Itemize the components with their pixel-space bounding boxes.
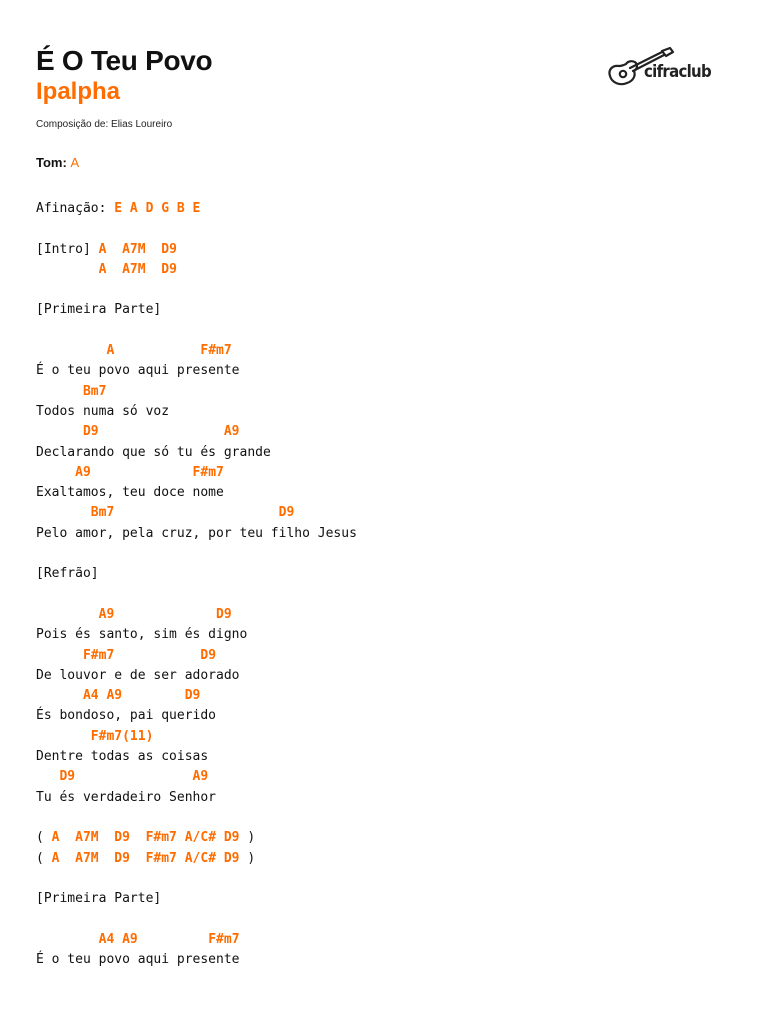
lyric-text: Dentre todas as coisas bbox=[36, 749, 209, 765]
chord[interactable]: A9 bbox=[192, 769, 209, 785]
lyric-text: É o teu povo aqui presente bbox=[36, 363, 240, 379]
lyric-text: [Refrão] bbox=[36, 566, 99, 582]
sheet-line bbox=[36, 564, 758, 584]
lyric-text: Declarando que só tu és grande bbox=[36, 444, 271, 460]
chord[interactable]: Bm7 bbox=[82, 383, 107, 399]
sheet-line bbox=[36, 463, 758, 483]
lyric-text bbox=[91, 465, 193, 480]
lyric-text: Pelo amor, pela cruz, por teu filho Jesus bbox=[36, 525, 357, 541]
sheet-line bbox=[36, 199, 758, 219]
blank-line bbox=[36, 869, 758, 889]
sheet-line bbox=[36, 666, 758, 686]
lyric-text: ( bbox=[36, 830, 52, 846]
chord[interactable]: F#m7 bbox=[192, 464, 224, 480]
lyric-text bbox=[114, 343, 200, 358]
lyric-text bbox=[114, 607, 216, 622]
lyric-text bbox=[36, 505, 91, 520]
lyric-text bbox=[114, 505, 278, 520]
lyric-text: [Primeira Parte] bbox=[36, 891, 162, 907]
lyric-text bbox=[36, 343, 106, 358]
sheet-line bbox=[36, 300, 758, 320]
key-label: Tom: bbox=[36, 155, 67, 170]
sheet-line bbox=[36, 788, 758, 808]
sheet-line bbox=[36, 767, 758, 787]
chord[interactable]: D9 bbox=[216, 606, 232, 622]
sheet-line bbox=[36, 706, 758, 726]
lyric-text: Pois és santo, sim és digno bbox=[36, 627, 248, 643]
lyric-text: ( bbox=[36, 850, 52, 866]
lyric-text bbox=[122, 688, 185, 703]
blank-line bbox=[36, 909, 758, 929]
lyric-text bbox=[36, 932, 99, 947]
chord-sheet bbox=[36, 199, 758, 970]
sheet-line bbox=[36, 889, 758, 909]
sheet-line bbox=[36, 382, 758, 402]
sheet-line bbox=[36, 361, 758, 381]
lyric-text: É o teu povo aqui presente bbox=[36, 951, 240, 967]
composer-credit: Composição de: Elias Loureiro bbox=[36, 119, 173, 130]
chord[interactable]: A A7M D9 F#m7 A/C# D9 bbox=[51, 850, 240, 866]
key-value[interactable]: A bbox=[70, 155, 80, 170]
chord[interactable]: A bbox=[106, 343, 115, 359]
chord[interactable]: F#m7 bbox=[82, 647, 115, 663]
sheet-line bbox=[36, 605, 758, 625]
chord[interactable]: A4 A9 bbox=[82, 688, 123, 704]
chord[interactable]: A A7M D9 bbox=[98, 261, 177, 277]
sheet-line bbox=[36, 686, 758, 706]
sheet-line bbox=[36, 422, 758, 442]
lyric-text: [Intro] bbox=[36, 241, 99, 257]
sheet-line bbox=[36, 443, 758, 463]
chord[interactable]: A9 bbox=[223, 424, 240, 440]
chord[interactable]: A9 bbox=[75, 464, 91, 480]
chord[interactable]: D9 bbox=[278, 505, 295, 521]
blank-line bbox=[36, 321, 758, 341]
lyric-text bbox=[36, 465, 75, 480]
sheet-line bbox=[36, 849, 758, 869]
lyric-text bbox=[36, 769, 59, 784]
sheet-line bbox=[36, 747, 758, 767]
lyric-text bbox=[114, 648, 200, 663]
chord[interactable]: D9 bbox=[200, 647, 217, 663]
blank-line bbox=[36, 544, 758, 564]
chord[interactable]: Bm7 bbox=[90, 505, 115, 521]
lyric-text: Exaltamos, teu doce nome bbox=[36, 485, 224, 501]
lyric-text bbox=[75, 769, 192, 784]
sheet-line bbox=[36, 646, 758, 666]
artist-name[interactable]: Ipalpha bbox=[36, 78, 121, 105]
key-info bbox=[36, 155, 79, 171]
chord[interactable]: E A D G B E bbox=[114, 201, 201, 216]
lyric-text bbox=[36, 688, 83, 703]
chord[interactable]: F#m7 bbox=[200, 343, 232, 359]
blank-line bbox=[36, 280, 758, 300]
lyric-text: Tu és verdadeiro Senhor bbox=[36, 789, 217, 805]
sheet-line bbox=[36, 240, 758, 260]
lyric-text: De louvor e de ser adorado bbox=[36, 667, 240, 683]
lyric-text bbox=[36, 648, 83, 663]
sheet-line bbox=[36, 503, 758, 523]
blank-line bbox=[36, 219, 758, 239]
lyric-text bbox=[36, 607, 99, 622]
lyric-text: Afinação: bbox=[36, 201, 115, 216]
lyric-text bbox=[36, 424, 83, 439]
lyric-text: ) bbox=[239, 850, 256, 866]
blank-line bbox=[36, 585, 758, 605]
chord[interactable]: D9 bbox=[59, 769, 76, 785]
chord[interactable]: D9 bbox=[184, 688, 201, 704]
sheet-line bbox=[36, 483, 758, 503]
sheet-line bbox=[36, 727, 758, 747]
blank-line bbox=[36, 808, 758, 828]
chord[interactable]: D9 bbox=[82, 424, 99, 440]
song-title: É O Teu Povo bbox=[36, 45, 213, 76]
chord[interactable]: F#m7 bbox=[208, 931, 240, 947]
chord[interactable]: A A7M D9 bbox=[98, 241, 177, 257]
sheet-line bbox=[36, 402, 758, 422]
lyric-text bbox=[138, 932, 208, 947]
lyric-text: ) bbox=[239, 830, 256, 846]
chord[interactable]: A9 bbox=[98, 606, 115, 622]
sheet-line bbox=[36, 341, 758, 361]
sheet-line bbox=[36, 930, 758, 950]
lyric-text bbox=[99, 424, 224, 439]
sheet-line bbox=[36, 950, 758, 970]
chord[interactable]: F#m7(11) bbox=[90, 728, 154, 744]
sheet-line bbox=[36, 625, 758, 645]
cifraclub-logo[interactable] bbox=[606, 46, 722, 92]
lyric-text: [Primeira Parte] bbox=[36, 302, 162, 318]
sheet-line bbox=[36, 260, 758, 280]
lyric-text: Todos numa só voz bbox=[36, 403, 170, 419]
sheet-line bbox=[36, 524, 758, 544]
chord[interactable]: A4 A9 bbox=[98, 931, 138, 947]
sheet-line bbox=[36, 828, 758, 848]
chord[interactable]: A A7M D9 F#m7 A/C# D9 bbox=[51, 830, 240, 846]
logo-wordmark: cifraclub bbox=[644, 62, 712, 82]
lyric-text bbox=[36, 384, 83, 399]
lyric-text bbox=[36, 729, 91, 744]
lyric-text: És bondoso, pai querido bbox=[36, 708, 217, 724]
lyric-text bbox=[36, 262, 99, 277]
